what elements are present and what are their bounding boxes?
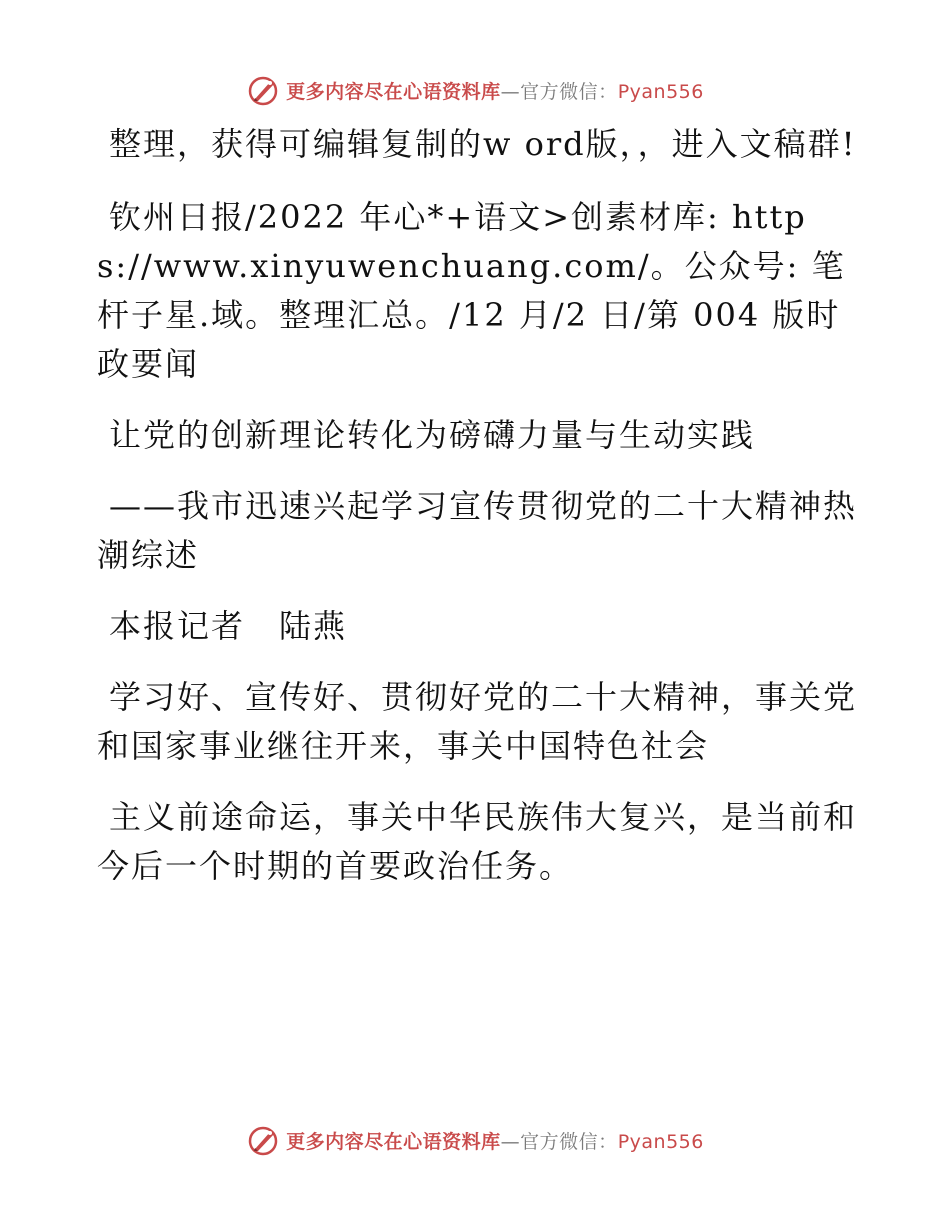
document-body xyxy=(97,120,857,913)
banner-site-name: 更多内容尽在心语资料库 xyxy=(286,80,501,103)
banner-wechat-label: —官方微信： xyxy=(500,1130,618,1153)
banner-text xyxy=(286,1127,704,1154)
banner-text xyxy=(286,77,704,104)
paragraph-body-2: 主义前途命运，事关中华民族伟大复兴，是当前和今后一个时期的首要政治任务。 xyxy=(97,798,858,885)
article-subtitle: ——我市迅速兴起学习宣传贯彻党的二十大精神热潮综述 xyxy=(97,487,858,574)
article-title: 让党的创新理论转化为磅礴力量与生动实践 xyxy=(109,416,756,454)
banner-wechat-label: —官方微信： xyxy=(500,80,618,103)
article-byline: 本报记者 陆燕 xyxy=(109,607,348,645)
banner-wechat-id: Pyan556 xyxy=(617,1130,704,1153)
footer-watermark-banner xyxy=(0,1120,950,1160)
paragraph-body-1: 学习好、宣传好、贯彻好党的二十大精神，事关党和国家事业继往开来，事关中国特色社会 xyxy=(97,678,858,765)
paragraph-source: 钦州日报/2022 年心*+语文>创素材库: https://www.xinyuwenchuang.com/。公众号: 笔杆子星.域。整理汇总。/12 月/2 日/第 004 版时政要闻 xyxy=(97,198,846,383)
banner-wechat-id: Pyan556 xyxy=(617,80,704,103)
banner-site-name: 更多内容尽在心语资料库 xyxy=(286,1130,501,1153)
paragraph-intro: 整理，获得可编辑复制的w ord版，，进入文稿群! xyxy=(109,125,857,163)
header-watermark-banner xyxy=(0,70,950,110)
quill-pen-logo-icon xyxy=(246,1123,280,1157)
quill-pen-logo-icon xyxy=(246,73,280,107)
